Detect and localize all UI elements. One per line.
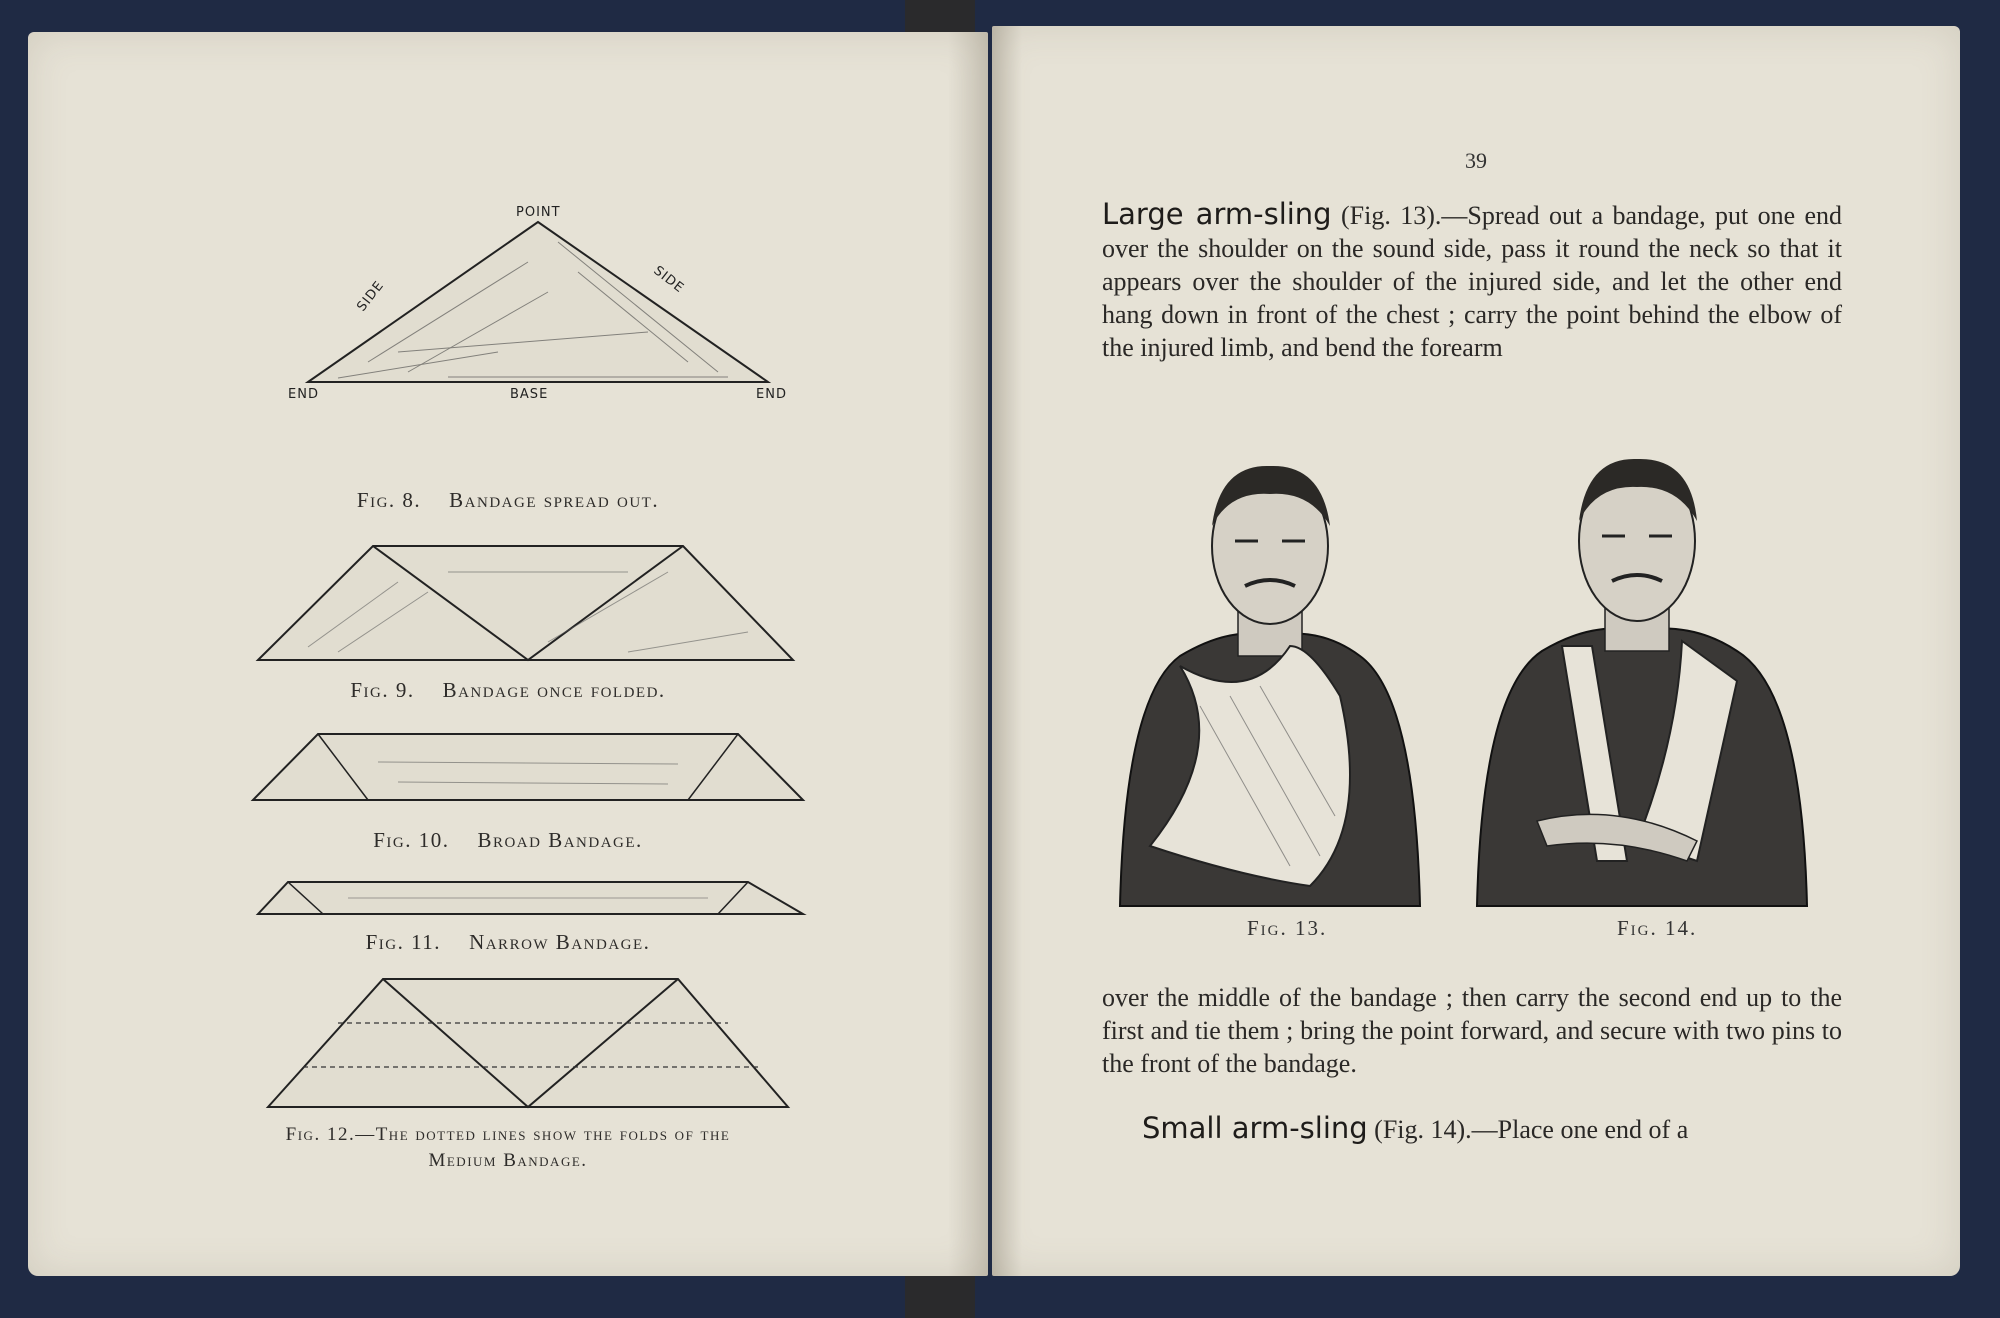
fig8-triangle-diagram [248, 202, 808, 422]
fig10-caption-text: Broad Bandage. [477, 828, 643, 852]
large-arm-sling-text: —Spread out a bandage, put one end over the shoulder on the sound side, pass it round the neck so that it appears over the shoulder of the injured side, and let the other end hang down in front of the chest ; carry the point behind the elbow of the injured limb, and bend the forearm [1102, 201, 1843, 362]
fig8-side-label-right: SIDE [650, 263, 687, 297]
fig12-caption-line2: Medium Bandage. [428, 1150, 588, 1171]
fig10-caption [28, 828, 988, 853]
fig8-end-label-left: END [288, 387, 319, 402]
fig8-side-label-left: SIDE [354, 278, 388, 315]
fig11-label: Fig. 11. [365, 930, 442, 954]
fig12-medium-bandage-diagram [258, 967, 798, 1117]
large-arm-sling-fig-ref: (Fig. 13). [1341, 201, 1442, 230]
fig13-label: Fig. 13. [1247, 916, 1328, 940]
paragraph-large-arm-sling [1102, 198, 1842, 364]
fig11-narrow-bandage-diagram [248, 872, 808, 922]
fig12-label: Fig. 12. [285, 1124, 356, 1145]
fig8-point-label: POINT [516, 205, 561, 220]
fig10-broad-bandage-diagram [248, 722, 808, 812]
fig9-label: Fig. 9. [350, 678, 415, 702]
fig8-label: Fig. 8. [356, 488, 422, 512]
fig14-portrait-illustration [1467, 441, 1817, 916]
paragraph-continued [1102, 981, 1842, 1080]
fig12-caption-line1: —The dotted lines show the folds of the [355, 1124, 731, 1145]
small-arm-sling-text: —Place one end of a [1471, 1115, 1689, 1144]
fig9-caption [28, 678, 988, 703]
gutter-shadow [948, 32, 988, 1276]
large-arm-sling-heading: Large arm-sling [1102, 197, 1332, 231]
fig13-portrait-illustration [1110, 446, 1430, 916]
fig14-label: Fig. 14. [1617, 916, 1698, 940]
fig9-caption-text: Bandage once folded. [442, 678, 666, 702]
fig10-label: Fig. 10. [373, 828, 450, 852]
right-page [992, 26, 1960, 1276]
fig8-caption [28, 488, 988, 513]
fig12-caption [28, 1122, 988, 1174]
paragraph-small-arm-sling [1102, 1112, 1842, 1146]
small-arm-sling-fig-ref: (Fig. 14). [1374, 1115, 1472, 1144]
left-page [28, 32, 988, 1276]
fig11-caption-text: Narrow Bandage. [469, 930, 651, 954]
large-arm-sling-continued-text: over the middle of the bandage ; then carry the second end up to the first and tie them ; bring the point forward, and secure with two pins to the front of the bandage. [1102, 983, 1842, 1078]
fig11-caption [28, 930, 988, 955]
fig9-once-folded-diagram [248, 532, 808, 672]
gutter-shadow [992, 26, 1022, 1276]
page-number: 39 [1465, 148, 1487, 173]
small-arm-sling-heading: Small arm-sling [1142, 1111, 1368, 1145]
fig8-end-label-right: END [756, 387, 787, 402]
fig8-base-label: BASE [510, 387, 549, 402]
fig8-caption-text: Bandage spread out. [449, 488, 660, 512]
